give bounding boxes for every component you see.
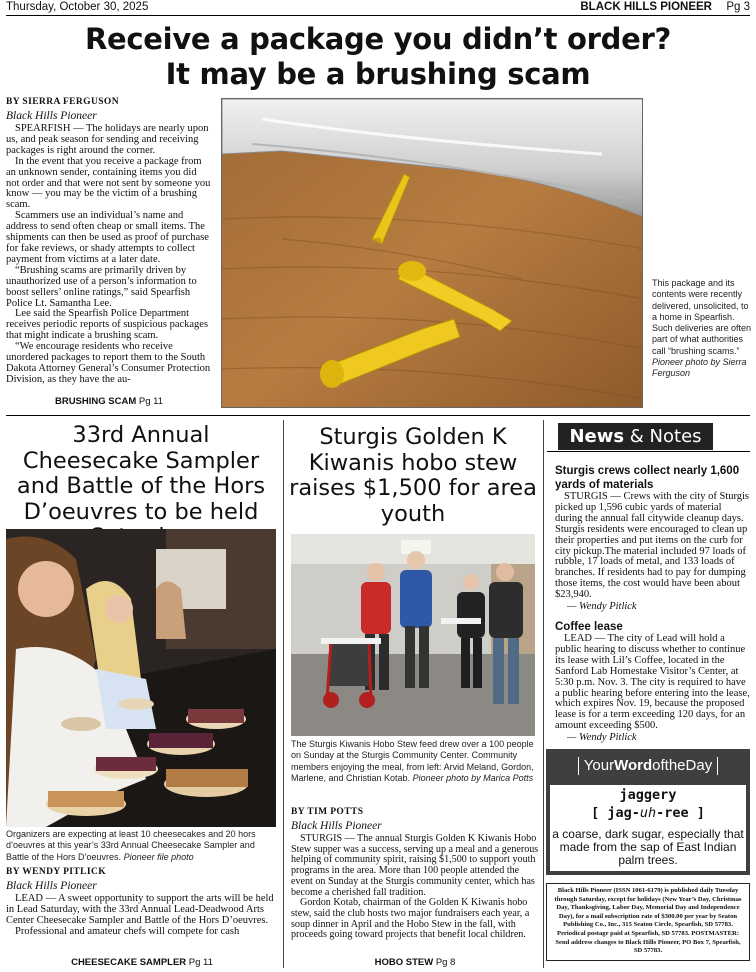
hobo-headline: Sturgis Golden K Kiwanis hobo stew raises $1,500 for area youth xyxy=(289,424,537,527)
brushing-article xyxy=(6,97,212,386)
pron-open: [ jag- xyxy=(591,805,640,821)
cheesecake-affiliation: Black Hills Pioneer xyxy=(6,880,97,892)
article-paragraph: Lee said the Spearfish Police Department receives periodic reports of suspicious packages that might indicate a brushing scam. xyxy=(6,308,209,342)
hobo-caption xyxy=(291,739,539,784)
hobo-byline: BY TIM POTTS xyxy=(291,807,364,817)
article-paragraph: LEAD — A sweet opportunity to support the arts will be held in Lead Saturday, with the 33rd Annual Lead-Deadwood Arts Center Cheesecake Sampler and Battle of the Hors D’oeuvres. xyxy=(6,893,274,926)
notes-item-2 xyxy=(555,620,750,743)
hobo-jump[interactable] xyxy=(291,957,539,968)
wotd-title-your: Your xyxy=(583,757,615,774)
cheesecake-jump[interactable] xyxy=(6,957,278,968)
hobo-article xyxy=(291,807,539,941)
headline-line-1: Receive a package you didn’t order? xyxy=(85,22,671,56)
notes-rule xyxy=(547,451,750,452)
notes-item-heading: Sturgis crews collect nearly 1,600 yards of materials xyxy=(555,465,740,491)
pron-stress: uh xyxy=(639,805,657,821)
photo-credit: Pioneer file photo xyxy=(123,851,194,862)
brushing-jump[interactable] xyxy=(6,396,212,407)
notes-item-1 xyxy=(555,464,750,612)
cheesecake-body xyxy=(6,894,278,938)
package-photo-image xyxy=(222,99,643,408)
section-divider xyxy=(6,415,750,416)
jump-label: HOBO STEW xyxy=(374,957,434,968)
wotd-definition: a coarse, dark sugar, especially that made from the sap of East Indian palm trees. xyxy=(552,827,744,867)
lead-headline xyxy=(0,22,756,92)
page-number: Pg 3 xyxy=(726,1,750,13)
page-header xyxy=(6,0,750,16)
notes-title-bold: News xyxy=(569,426,625,447)
photo-credit: Pioneer photo by Sierra Ferguson xyxy=(652,357,747,379)
article-paragraph: Scammers use an individual’s name and address to send often cheap or small items. The shipments can then be used as proof of purchase for fake reviews, or shady attempts to collect payment from victims at a later date. xyxy=(6,210,209,265)
brushing-byline: BY SIERRA FERGUSON xyxy=(6,97,119,107)
notes-item-body: STURGIS — Crews with the city of Sturgis picked up 1,596 cubic yards of material during the annual fall citywide cleanup days. Sturgis residents were encouraged to clean up their properties and put items on the curb for city pickup.The material included 97 loads of rubble, 17 loads of metal, and 133 loads of branches. If residents had to pay for dumping those items, the cost would have been about $23,940. xyxy=(555,491,750,601)
hobo-photo xyxy=(291,534,535,736)
article-paragraph: “Brushing scams are primarily driven by unauthorized use of a person’s information to boost sellers’ online ratings,” said Spearfish Police Lt. Samantha Lee. xyxy=(6,264,197,309)
wotd-divider xyxy=(717,757,718,775)
hobo-photo-image xyxy=(291,534,535,736)
notes-item-body: LEAD — The city of Lead will hold a public hearing to discuss whether to continue its lease with Lil’s Coffee, located in the Sanford Lab Homestake Visitor’s Center, at 5:30 p.m. Nov. 3. The city is required to have a public hearing before entering into the lease, which expires Nov. 19, because the proposed lease is for a term exceeding 120 days, for an amount exceeding $500. xyxy=(555,633,750,732)
photo-credit: Pioneer photo by Marica Potts xyxy=(412,772,534,783)
column-divider-2 xyxy=(543,420,544,968)
jump-label: BRUSHING SCAM xyxy=(54,396,137,407)
package-caption xyxy=(652,278,752,380)
cheesecake-photo-image xyxy=(6,529,276,827)
article-paragraph: SPEARFISH — The holidays are nearly upon us, and peak season for sending and receiving packages is right around the corner. xyxy=(6,123,209,156)
pron-close: -ree ] xyxy=(656,805,705,821)
article-paragraph: Professional and amateur chefs will compete for cash xyxy=(15,925,240,937)
cheesecake-headline: 33rd Annual Cheesecake Sampler and Battle of the Hors D’oeuvres to be held xyxy=(16,422,266,525)
wotd-title xyxy=(546,753,750,779)
article-paragraph: STURGIS — The annual Sturgis Golden K Kiwanis Hobo Stew supper was a success, serving up a meal and a generous helping of community spirit, raising $1,500 to support youth programs in the area. More than 100 people attended the event on Sunday at the Sturgis community center, which has become a cherished fall tradition. xyxy=(291,833,539,898)
notes-title-rest: & Notes xyxy=(624,426,702,447)
caption-text: This package and its contents were recently delivered, unsolicited, to a home in Spearfish. Such deliveries are often part of what authorities call “brushing scams.” xyxy=(652,278,752,356)
notes-item-signature: — Wendy Pitlick xyxy=(567,732,637,744)
brushing-body xyxy=(6,124,212,386)
wotd-title-rest: oftheDay xyxy=(652,757,713,774)
jump-label: CHEESECAKE SAMPLER xyxy=(71,957,187,968)
article-paragraph: Gordon Kotab, chairman of the Golden K Kiwanis hobo stew, said the club hosts two major fundraisers each year, a soup dinner in April and the Hobo Stew in the fall, with proceeds going toward projects that benefit local children. xyxy=(291,897,530,941)
article-paragraph: In the event that you receive a package from an unknown sender, containing items you did not order and that were not sent by someone you know — you may be the victim of a brushing scam. xyxy=(6,155,211,211)
caption-text: The Sturgis Kiwanis Hobo Stew feed drew over a 100 people on Sunday at the Sturgis Community Center. Community members enjoying the meal, from left: Arvid Meland, Gordon, Marlene, and Christian Kotab. xyxy=(291,739,534,783)
jump-page: Pg 8 xyxy=(435,957,456,968)
headline-line-2: It may be a brushing scam xyxy=(165,57,591,91)
issue-date: Thursday, October 30, 2025 xyxy=(6,1,149,13)
wotd-title-word: Word xyxy=(614,757,653,774)
jump-page: Pg 11 xyxy=(188,957,213,968)
hobo-body xyxy=(291,834,539,941)
wotd-divider xyxy=(578,757,579,775)
wotd-pronunciation xyxy=(550,805,746,822)
cheesecake-byline: BY WENDY PITLICK xyxy=(6,867,107,877)
cheesecake-caption xyxy=(6,829,278,863)
article-paragraph: “We encourage residents who receive unordered packages to report them to the South Dakota Attorney General’s Consumer Protection Division, as they have the au- xyxy=(6,341,211,385)
publication-imprint: Black Hills Pioneer (ISSN 1061-6179) is published daily Tuesday through Saturday, except for holidays (New Year’s Day, Christmas Day, Thanksgiving, Labor Day, Memorial Day and Independence Day), for a mail subscription rate of $300.00 per year by Seaton Publishing Co., Inc., 315 Seaton Circle, Spearfish, SD 57783. Periodical postage paid at Spearfish, SD 57783. POSTMASTER: Send address changes to Black Hills Pioneer, PO Box 7, Spearfish, SD 57783. xyxy=(546,883,750,961)
paper-name: BLACK HILLS PIONEER xyxy=(580,1,712,13)
cheesecake-article xyxy=(6,867,278,938)
notes-item-signature: — Wendy Pitlick xyxy=(567,601,637,613)
hobo-affiliation: Black Hills Pioneer xyxy=(291,820,382,832)
cheesecake-photo xyxy=(6,529,276,827)
brushing-affiliation: Black Hills Pioneer xyxy=(6,110,97,122)
jump-page: Pg 11 xyxy=(138,396,164,407)
package-photo xyxy=(221,98,643,408)
wotd-word: jaggery xyxy=(619,787,677,803)
caption-text: Organizers are expecting at least 10 cheesecakes and 20 hors d’oeuvres at this year’s 33rd Annual Cheesecake Sampler and Battle of the Hors D’oeuvres. xyxy=(6,829,256,862)
notes-item-heading: Coffee lease xyxy=(555,621,623,633)
column-divider-1 xyxy=(283,420,284,968)
news-notes-banner xyxy=(558,423,713,450)
